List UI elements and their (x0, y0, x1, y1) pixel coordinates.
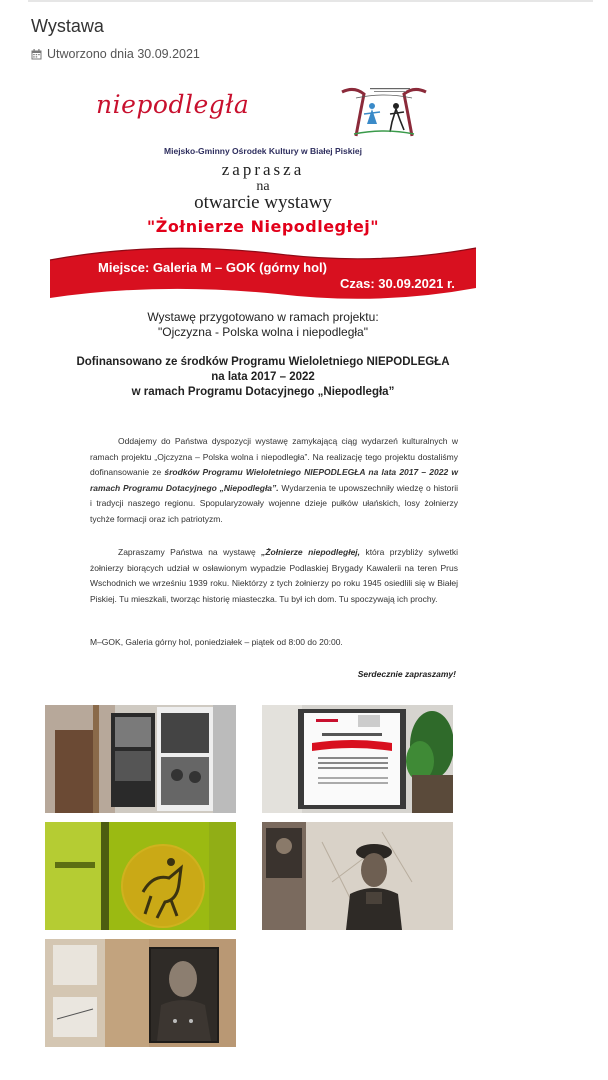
organizer-name: Miejsko-Gminny Ośrodek Kultury w Białej Piskiej (164, 146, 362, 156)
opening-hours: M–GOK, Galeria górny hol, poniedziałek – piątek od 8:00 do 20:00. (90, 637, 343, 647)
page-title: Wystawa (31, 16, 104, 36)
top-divider (28, 0, 593, 2)
paragraph-2-part-1: Zapraszamy Państwa na wystawę (118, 547, 262, 557)
paragraph-1-part-1: Oddajemy do Państwa dyspozycji wystawę zamykającą ciąg wydarzeń kulturalnych w ramach projektu „Ojczyzna – Polska wolna i niepodległa”. Na realizację tego projektu dostaliśmy dofinansowanie ze (90, 436, 458, 477)
photo-exhibition-boards[interactable] (45, 705, 236, 813)
paragraph-1-part-2: Wydarzenia te upowszechniły wiedzę o historii i tradycji naszego regionu. Spopularyzowały wojenne dzieje pułków ułańskich, losy żołnierzy tychże formacji oraz ich patriotyzm. (90, 482, 459, 524)
exhibition-title: "Żołnierze Niepodległej" (146, 217, 380, 236)
funding-line-3: w ramach Programu Dotacyjnego „Niepodległa” (131, 386, 395, 398)
calendar-icon (31, 49, 42, 60)
opening-text: otwarcie wystawy (194, 192, 332, 213)
paragraph-2-part-2: która przybliży sylwetki żołnierzy biorących udział w osławionym wypadzie Podlaskiej Brygady Kawalerii na teren Prus Wschodnich we wrześniu 1939 roku. Niektórzy z tych żołnierzy po roku 1945 osiedlili się w Białej Piskiej. Tu mieszkali, tworząc historię miasteczka. Tu był ich dom. Tu spoczywają ich prochy. (90, 547, 458, 604)
funding-line-1: Dofinansowano ze środków Programu Wieloletniego NIEPODLEGŁA (76, 356, 450, 368)
photo-officer-portrait[interactable] (45, 939, 236, 1047)
photo-green-glass-horseman[interactable] (45, 822, 236, 930)
closing-greeting: Serdecznie zapraszamy! (357, 669, 456, 679)
photo-poster-on-easel[interactable] (262, 705, 453, 813)
event-place: Miejsce: Galeria M – GOK (górny hol) (98, 260, 327, 275)
body-paragraph-1 (90, 434, 458, 527)
invites-text: zaprasza (221, 160, 305, 179)
paragraph-1-emphasis: środków Programu Wieloletniego NIEPODLEGŁA na lata 2017 – 2022 w ramach Programu Dotacyjnego „Niepodległa”. (90, 467, 458, 493)
photo-soldier-portrait[interactable] (262, 822, 453, 930)
niepodlegla-logo: niepodległa (96, 90, 250, 119)
created-date (31, 47, 200, 61)
gok-logo (334, 84, 434, 144)
exhibition-poster (48, 80, 478, 700)
event-time: Czas: 30.09.2021 r. (340, 276, 455, 291)
funding-line-2: na lata 2017 – 2022 (211, 371, 315, 383)
body-paragraph-2 (90, 545, 458, 607)
project-intro: Wystawę przygotowano w ramach projektu: (147, 310, 379, 324)
created-date-label: Utworzono dnia 30.09.2021 (47, 47, 200, 61)
on-text: na (256, 179, 270, 194)
paragraph-2-emphasis: „Żołnierze niepodległej, (261, 547, 361, 557)
project-name: "Ojczyzna - Polska wolna i niepodległa" (158, 325, 368, 339)
